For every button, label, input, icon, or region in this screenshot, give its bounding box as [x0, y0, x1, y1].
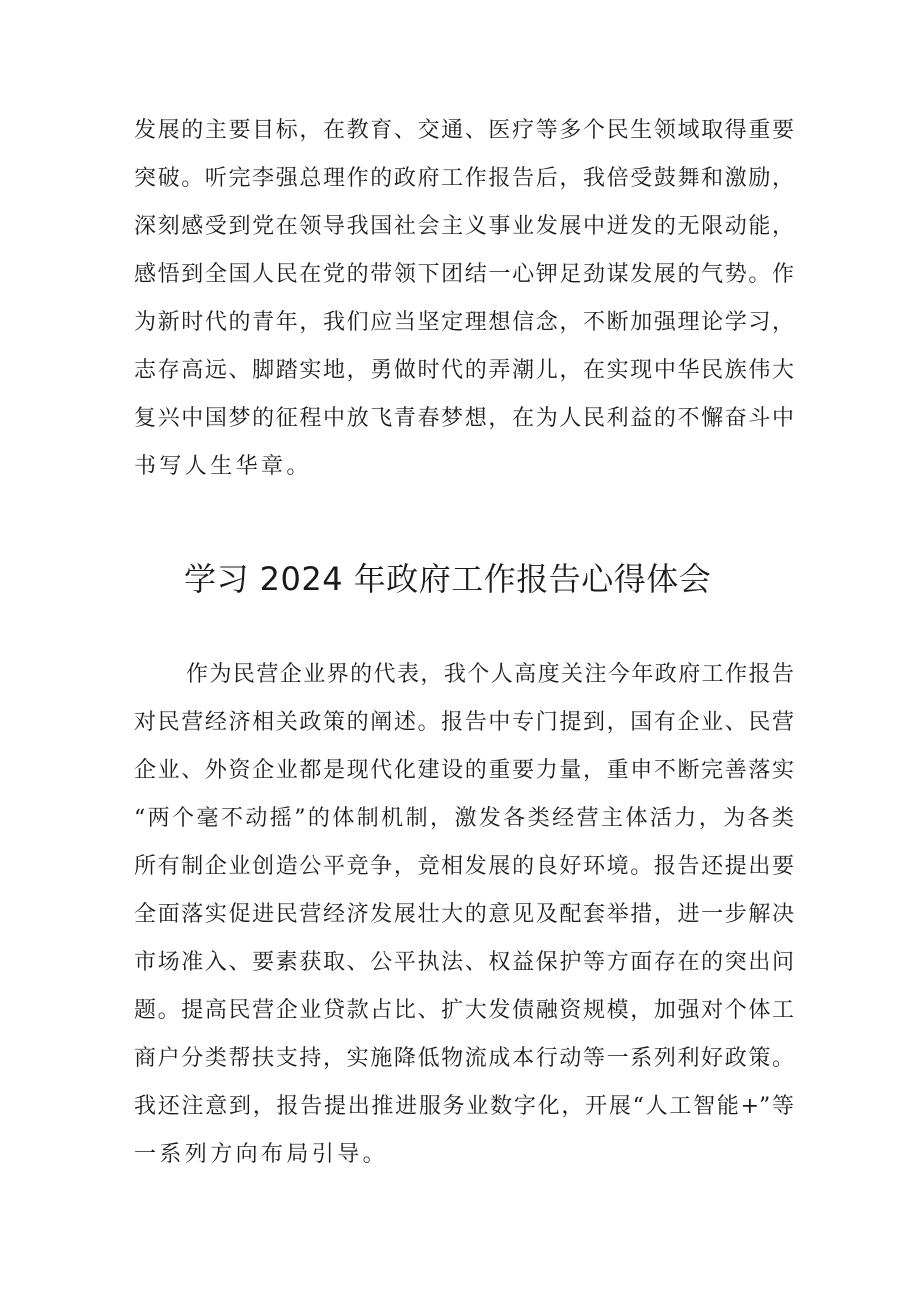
paragraph-line: 深刻感受到党在领导我国社会主义事业发展中迸发的无限动能， — [134, 214, 794, 239]
paragraph-line: 突破。听完李强总理作的政府工作报告后，我倍受鼓舞和激励， — [134, 166, 794, 191]
article-line: 对民营经济相关政策的阐述。报告中专门提到，国有企业、民营 — [134, 710, 794, 735]
paragraph-line: 发展的主要目标，在教育、交通、医疗等多个民生领域取得重要 — [134, 118, 794, 143]
article-line: 一系列方向布局引导。 — [134, 1142, 389, 1167]
article-line: “两个毫不动摇”的体制机制，激发各类经营主体活力，为各类 — [134, 806, 794, 831]
article-line: 作为民营企业界的代表，我个人高度关注今年政府工作报告 — [186, 662, 794, 687]
paragraph-line: 复兴中国梦的征程中放飞青春梦想，在为人民利益的不懈奋斗中 — [134, 406, 794, 431]
article-line: 我还注意到，报告提出推进服务业数字化，开展“人工智能+”等 — [134, 1094, 794, 1119]
article-line: 市场准入、要素获取、公平执法、权益保护等方面存在的突出问 — [134, 950, 794, 975]
article-title: 学习 2024 年政府工作报告心得体会 — [184, 560, 712, 598]
paragraph-line: 书写人生华章。 — [134, 454, 312, 479]
article-line: 企业、外资企业都是现代化建设的重要力量，重申不断完善落实 — [134, 758, 794, 783]
article-line: 所有制企业创造公平竞争，竞相发展的良好环境。报告还提出要 — [134, 854, 794, 879]
article-line: 全面落实促进民营经济发展壮大的意见及配套举措，进一步解决 — [134, 902, 794, 927]
paragraph-line: 为新时代的青年，我们应当坚定理想信念，不断加强理论学习， — [134, 310, 794, 335]
paragraph-line: 感悟到全国人民在党的带领下团结一心钾足劲谋发展的气势。作 — [134, 262, 794, 287]
article-line: 商户分类帮扶支持，实施降低物流成本行动等一系列利好政策。 — [134, 1046, 794, 1071]
paragraph-line: 志存高远、脚踏实地，勇做时代的弄潮儿，在实现中华民族伟大 — [134, 358, 794, 383]
article-line: 题。提高民营企业贷款占比、扩大发债融资规模，加强对个体工 — [134, 998, 794, 1023]
